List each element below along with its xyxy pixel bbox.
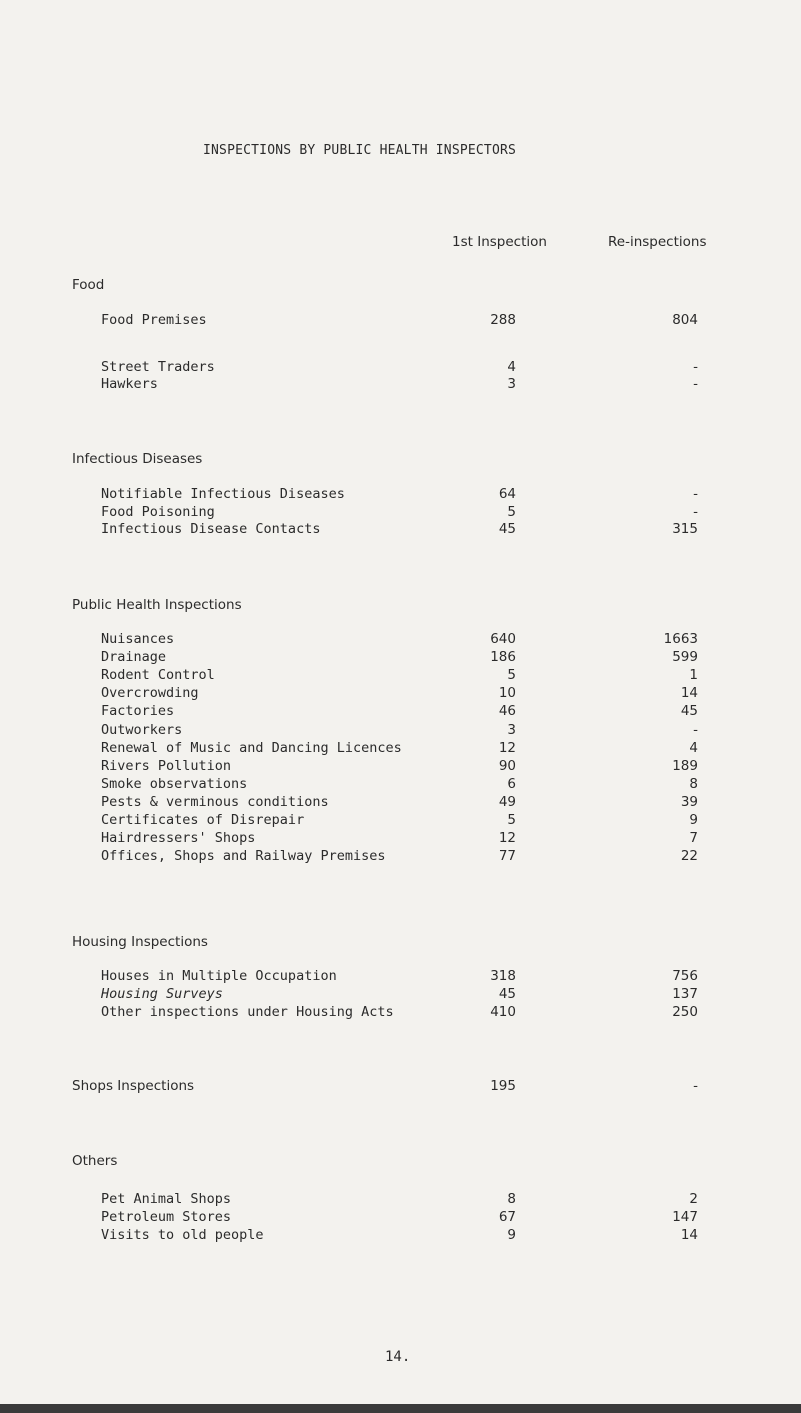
table-row: [0, 1191, 801, 1209]
re-inspection-value: 14: [680, 685, 698, 702]
section-heading-food: Food: [72, 277, 105, 293]
row-label: Pet Animal Shops: [101, 1191, 232, 1207]
re-inspection-value: -: [693, 1078, 698, 1094]
row-label: Visits to old people: [101, 1227, 264, 1243]
table-row: [0, 631, 801, 649]
scan-edge-divider: [0, 1404, 801, 1413]
row-label: Hairdressers' Shops: [101, 830, 256, 847]
first-inspection-value: 10: [498, 685, 516, 702]
row-label: Infectious Disease Contacts: [101, 521, 321, 537]
re-inspection-value: 14: [680, 1227, 698, 1243]
table-row: [0, 1227, 801, 1245]
re-inspection-value: 250: [672, 1004, 698, 1020]
first-inspection-value: 9: [507, 1227, 516, 1243]
table-row: [0, 740, 801, 758]
table-row: [0, 776, 801, 794]
first-inspection-value: 67: [498, 1209, 516, 1225]
table-row: [0, 703, 801, 721]
re-inspection-value: -: [693, 504, 698, 520]
re-inspection-value: -: [693, 376, 698, 392]
section-heading-others: Others: [72, 1153, 118, 1169]
first-inspection-value: 5: [507, 504, 516, 520]
row-label: Smoke observations: [101, 775, 248, 792]
table-row: [0, 794, 801, 812]
re-inspection-value: 8: [689, 775, 698, 792]
section-heading-public-health: Public Health Inspections: [72, 597, 242, 613]
first-inspection-value: 5: [507, 812, 516, 828]
table-row: [0, 685, 801, 703]
first-inspection-value: 3: [507, 376, 516, 392]
column-header-re-inspections: Re-inspections: [608, 234, 707, 250]
first-inspection-value: 640: [490, 631, 516, 647]
section-heading-infectious-diseases: Infectious Diseases: [72, 451, 203, 467]
row-label: Street Traders: [101, 359, 215, 375]
row-label: Certificates of Disrepair: [101, 812, 305, 828]
re-inspection-value: 7: [689, 830, 698, 847]
first-inspection-value: 186: [490, 649, 516, 666]
re-inspection-value: 1663: [663, 631, 698, 647]
re-inspection-value: -: [693, 721, 698, 738]
re-inspection-value: 804: [672, 312, 698, 328]
page-number: 14.: [385, 1349, 411, 1365]
table-row: [0, 376, 801, 394]
row-label: Overcrowding: [101, 685, 199, 702]
re-inspection-value: 39: [680, 793, 698, 810]
row-label: Food Premises: [101, 312, 207, 328]
re-inspection-value: 599: [672, 649, 698, 666]
first-inspection-value: 45: [498, 986, 516, 1002]
page-title: INSPECTIONS BY PUBLIC HEALTH INSPECTORS: [203, 143, 517, 158]
first-inspection-value: 12: [498, 739, 516, 756]
row-label: Petroleum Stores: [101, 1209, 232, 1225]
re-inspection-value: -: [693, 486, 698, 502]
first-inspection-value: 4: [507, 359, 516, 375]
row-label: Offices, Shops and Railway Premises: [101, 848, 386, 865]
section-heading-housing: Housing Inspections: [72, 934, 208, 950]
section-heading-shops: Shops Inspections: [72, 1078, 195, 1094]
re-inspection-value: 137: [672, 986, 698, 1002]
first-inspection-value: 64: [498, 486, 516, 502]
row-label: Factories: [101, 703, 175, 720]
first-inspection-value: 49: [498, 793, 516, 810]
first-inspection-value: 90: [498, 757, 516, 774]
table-row: [0, 722, 801, 740]
row-label: Rivers Pollution: [101, 757, 232, 774]
table-row: [0, 830, 801, 848]
table-row-shops: [0, 1078, 801, 1096]
re-inspection-value: -: [693, 359, 698, 375]
table-row: [0, 968, 801, 986]
row-label: Drainage: [101, 649, 167, 666]
table-row: [0, 486, 801, 504]
table-row: [0, 986, 801, 1004]
table-row: [0, 504, 801, 522]
table-row: [0, 848, 801, 866]
row-label: Hawkers: [101, 376, 158, 392]
row-label: Housing Surveys: [101, 986, 223, 1002]
table-row: [0, 758, 801, 776]
first-inspection-value: 5: [507, 667, 516, 684]
re-inspection-value: 4: [689, 739, 698, 756]
row-label: Renewal of Music and Dancing Licences: [101, 739, 402, 756]
re-inspection-value: 189: [672, 757, 698, 774]
table-row: [0, 312, 801, 330]
re-inspection-value: 756: [672, 968, 698, 984]
first-inspection-value: 46: [498, 703, 516, 720]
table-row: [0, 359, 801, 377]
first-inspection-value: 195: [490, 1078, 516, 1094]
table-row: [0, 812, 801, 830]
row-label: Other inspections under Housing Acts: [101, 1004, 394, 1020]
table-row: [0, 1209, 801, 1227]
row-label: Rodent Control: [101, 667, 215, 684]
first-inspection-value: 288: [490, 312, 516, 328]
re-inspection-value: 1: [689, 667, 698, 684]
row-label: Outworkers: [101, 721, 183, 738]
table-row: [0, 649, 801, 667]
re-inspection-value: 9: [689, 812, 698, 828]
row-label: Pests & verminous conditions: [101, 793, 329, 810]
first-inspection-value: 8: [507, 1191, 516, 1207]
first-inspection-value: 45: [498, 521, 516, 537]
re-inspection-value: 315: [672, 521, 698, 537]
first-inspection-value: 318: [490, 968, 516, 984]
first-inspection-value: 77: [498, 848, 516, 865]
row-label: Food Poisoning: [101, 504, 215, 520]
row-label: Notifiable Infectious Diseases: [101, 486, 345, 502]
re-inspection-value: 147: [672, 1209, 698, 1225]
first-inspection-value: 410: [490, 1004, 516, 1020]
table-row: [0, 667, 801, 685]
re-inspection-value: 22: [680, 848, 698, 865]
re-inspection-value: 45: [680, 703, 698, 720]
first-inspection-value: 3: [507, 721, 516, 738]
row-label: Houses in Multiple Occupation: [101, 968, 337, 984]
first-inspection-value: 12: [498, 830, 516, 847]
re-inspection-value: 2: [689, 1191, 698, 1207]
row-label: Nuisances: [101, 631, 175, 647]
table-row: [0, 1004, 801, 1022]
first-inspection-value: 6: [507, 775, 516, 792]
column-header-first-inspection: 1st Inspection: [452, 234, 547, 250]
table-row: [0, 521, 801, 539]
